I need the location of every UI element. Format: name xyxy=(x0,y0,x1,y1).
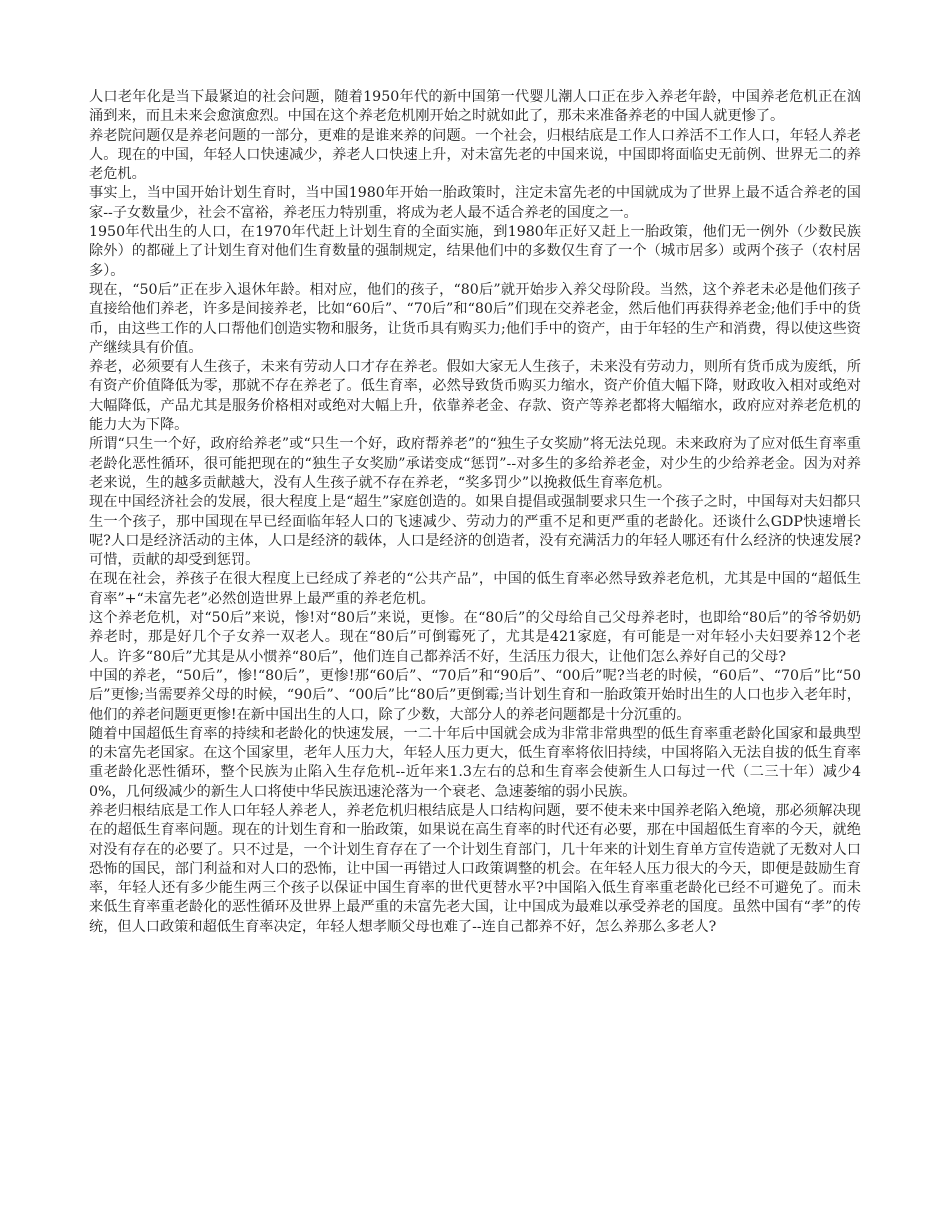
paragraph: 中国的养老，“50后”，惨!“80后”，更惨!那“60后”、“70后”和“90后”、“00后”呢?当老的时候，“60后”、“70后”比“50后”更惨;当需要养父母的时候，“90后”、“00后”比“80后”更倒霉;当计划生育和一胎政策开始时出生的人口也步入老年时，他们的养老问题更更惨!在新中国出生的人口，除了少数，大部分人的养老问题都是十分沉重的。 xyxy=(89,667,861,723)
paragraph: 随着中国超低生育率的持续和老龄化的快速发展，一二十年后中国就会成为非常非常典型的低生育率重老龄化国家和最典型的未富先老国家。在这个国家里，老年人压力大，年轻人压力更大，低生育率将依旧持续，中国将陷入无法自拔的低生育率重老龄化恶性循环，整个民族为止陷入生存危机--近年来1.3左右的总和生育率会使新生人口每过一代（二三十年）减少40%，几何级减少的新生人口将使中华民族迅速沦落为一个衰老、急速萎缩的弱小民族。 xyxy=(89,725,861,800)
paragraph: 在现在社会，养孩子在很大程度上已经成了养老的“公共产品”，中国的低生育率必然导致养老危机，尤其是中国的“超低生育率”+“未富先老”必然创造世界上最严重的养老危机。 xyxy=(89,571,861,607)
paragraph: 养老，必须要有人生孩子，未来有劳动人口才存在养老。假如大家无人生孩子，未来没有劳动力，则所有货币成为废纸，所有资产价值降低为零，那就不存在养老了。低生育率，必然导致货币购买力缩水，资产价值大幅下降，财政收入相对或绝对大幅降低，产品尤其是服务价格相对或绝对大幅上升，依靠养老金、存款、资产等养老都将大幅缩水，政府应对养老危机的能力大为下降。 xyxy=(89,359,861,434)
paragraph: 现在，“50后”正在步入退休年龄。相对应，他们的孩子，“80后”就开始步入养父母阶段。当然，这个养老未必是他们孩子直接给他们养老，许多是间接养老，比如“60后”、“70后”和“80后”们现在交养老金，然后他们再获得养老金;他们手中的货币，由这些工作的人口帮他们创造实物和服务，让货币具有购买力;他们手中的资产，由于年轻的生产和消费，得以使这些资产继续具有价值。 xyxy=(89,281,861,356)
paragraph: 这个养老危机，对“50后”来说，惨!对“80后”来说，更惨。在“80后”的父母给自己父母养老时，也即给“80后”的爷爷奶奶养老时，那是好几个子女养一双老人。现在“80后”可倒霉死了，尤其是421家庭，有可能是一对年轻小夫妇要养12个老人。许多“80后”尤其是从小惯养“80后”，他们连自己都养活不好，生活压力很大，让他们怎么养好自己的父母? xyxy=(89,610,861,665)
paragraph: 人口老年化是当下最紧迫的社会问题，随着1950年代的新中国第一代婴儿潮人口正在步入养老年龄，中国养老危机正在汹涌到来，而且未来会愈演愈烈。中国在这个养老危机刚开始之时就如此了，那未来准备养老的中国人就更惨了。 xyxy=(89,89,861,125)
paragraph: 养老归根结底是工作人口年轻人养老人，养老危机归根结底是人口结构问题，要不使未来中国养老陷入绝境，那必须解决现在的超低生育率问题。现在的计划生育和一胎政策，如果说在高生育率的时代还有必要，那在中国超低生育率的今天，就绝对没有存在的必要了。只不过是，一个计划生育存在了一个计划生育部门，几十年来的计划生育单方宣传造就了无数对人口恐怖的国民，部门利益和对人口的恐怖，让中国一再错过人口政策调整的机会。在年轻人压力很大的今天，即便是鼓励生育率，年轻人还有多少能生两三个孩子以保证中国生育率的世代更替水平?中国陷入低生育率重老龄化已经不可避免了。而未来低生育率重老龄化的恶性循环及世界上最严重的未富先老大国，让中国成为最难以承受养老的国度。虽然中国有“孝”的传统，但人口政策和超低生育率决定，年轻人想孝顺父母也难了--连自己都养不好，怎么养那么多老人? xyxy=(89,802,861,935)
paragraph: 现在中国经济社会的发展，很大程度上是“超生”家庭创造的。如果自提倡或强制要求只生一个孩子之时，中国每对夫妇都只生一个孩子，那中国现在早已经面临年轻人口的飞速减少、劳动力的严重不足和更严重的老龄化。还谈什么GDP快速增长呢?人口是经济活动的主体，人口是经济的载体，人口是经济的创造者，没有充满活力的年轻人哪还有什么经济的快速发展?可惜，贡献的却受到惩罚。 xyxy=(89,494,861,569)
paragraph: 事实上，当中国开始计划生育时，当中国1980年开始一胎政策时，注定未富先老的中国就成为了世界上最不适合养老的国家--子女数量少，社会不富裕，养老压力特别重，将成为老人最不适合养老的国度之一。 xyxy=(89,185,861,221)
paragraph: 养老院问题仅是养老问题的一部分，更难的是谁来养的问题。一个社会，归根结底是工作人口养活不工作人口，年轻人养老人。现在的中国，年轻人口快速减少，养老人口快速上升，对未富先老的中国来说，中国即将面临史无前例、世界无二的养老危机。 xyxy=(89,127,861,183)
paragraph: 所谓“只生一个好，政府给养老”或“只生一个好，政府帮养老”的“独生子女奖励”将无法兑现。未来政府为了应对低生育率重老龄化恶性循环，很可能把现在的“独生子女奖励”承诺变成“惩罚”--对多生的多给养老金，对少生的少给养老金。因为对养老来说，生的越多贡献越大，没有人生孩子就不存在养老，“奖多罚少”以挽救低生育率危机。 xyxy=(89,436,861,491)
document-body xyxy=(89,88,861,937)
paragraph: 1950年代出生的人口，在1970年代赶上计划生育的全面实施，到1980年正好又赶上一胎政策，他们无一例外（少数民族除外）的都碰上了计划生育对他们生育数量的强制规定，结果他们中的多数仅生育了一个（城市居多）或两个孩子（农村居多）。 xyxy=(89,224,861,279)
